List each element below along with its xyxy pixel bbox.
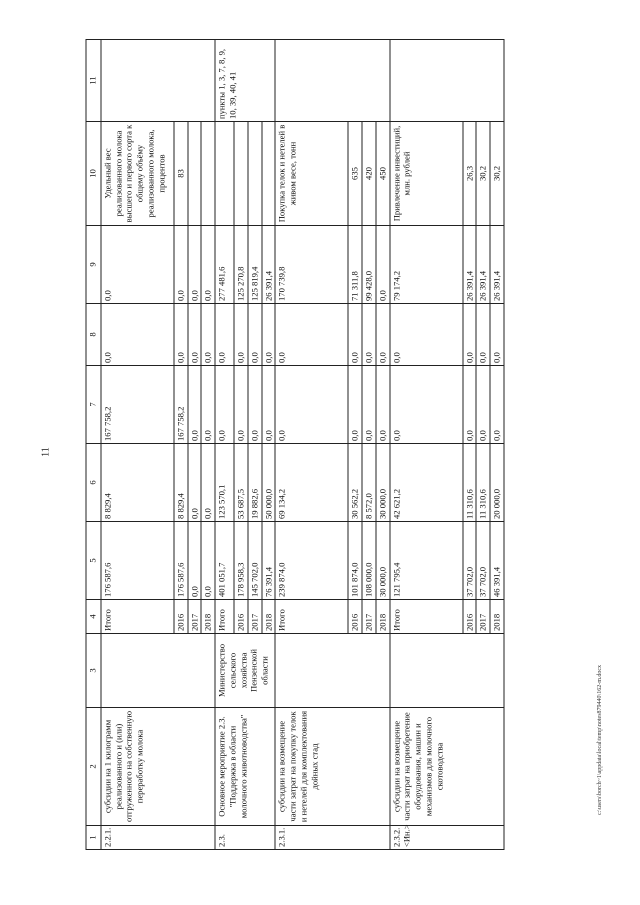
value-extra: 0,0	[201, 226, 215, 304]
value-extra: 26 391,4	[476, 226, 490, 304]
year-cell: 2017	[188, 600, 202, 634]
executor: Министерство сельского хозяйства Пензенской области	[215, 634, 275, 708]
year-cell: Итого	[101, 600, 174, 634]
value-extra: 0,0	[188, 226, 202, 304]
executor	[275, 634, 389, 708]
header-cell-5: 5	[86, 522, 101, 600]
year-cell: Итого	[215, 600, 234, 634]
header-cell-10: 10	[86, 122, 101, 226]
value-total: 0,0	[201, 522, 215, 600]
value-extra: 170 739,8	[275, 226, 348, 304]
indicator-value: 420	[362, 122, 376, 226]
note: пункты 1, 3, 7, 8, 9, 10, 39, 40, 41	[215, 40, 275, 122]
value-extra: 79 174,2	[390, 226, 463, 304]
value-total: 101 874,0	[348, 522, 362, 600]
year-cell: 2018	[201, 600, 215, 634]
value-local: 0,0	[201, 304, 215, 366]
value-local: 0,0	[174, 304, 188, 366]
year-cell: 2017	[248, 600, 262, 634]
year-cell: Итого	[390, 600, 463, 634]
indicator-name: Покупка телок и нетелей в живом весе, тонн	[275, 122, 348, 226]
value-total: 46 391,4	[490, 522, 504, 600]
table-row	[101, 40, 174, 850]
year-cell: 2016	[234, 600, 248, 634]
value-local: 0,0	[476, 304, 490, 366]
executor	[101, 634, 215, 708]
value-total: 178 958,3	[234, 522, 248, 600]
indicator-value: 83	[174, 122, 188, 226]
note	[390, 40, 504, 122]
value-federal: 0,0	[262, 366, 276, 444]
value-federal: 0,0	[476, 366, 490, 444]
value-local: 0,0	[101, 304, 174, 366]
value-regional: 11 310,6	[476, 444, 490, 522]
executor	[390, 634, 504, 708]
indicator-value: 635	[348, 122, 362, 226]
rotated-table-container	[86, 40, 611, 850]
value-local: 0,0	[390, 304, 463, 366]
table-row	[275, 40, 348, 850]
value-extra: 26 391,4	[262, 226, 276, 304]
value-federal: 167 758,2	[101, 366, 174, 444]
value-federal: 0,0	[463, 366, 477, 444]
value-federal: 0,0	[201, 366, 215, 444]
value-total: 37 702,0	[476, 522, 490, 600]
value-federal: 0,0	[275, 366, 348, 444]
indicator-name: Привлечение инвестиций, млн. рублей	[390, 122, 463, 226]
header-cell-9: 9	[86, 226, 101, 304]
year-cell: 2018	[490, 600, 504, 634]
value-federal: 0,0	[348, 366, 362, 444]
value-local: 0,0	[248, 304, 262, 366]
value-total: 401 051,7	[215, 522, 234, 600]
value-extra: 0,0	[101, 226, 174, 304]
value-local: 0,0	[275, 304, 348, 366]
value-total: 0,0	[188, 522, 202, 600]
indicator-value: 26,3	[463, 122, 477, 226]
value-regional: 69 134,2	[275, 444, 348, 522]
year-cell: 2017	[362, 600, 376, 634]
value-local: 0,0	[262, 304, 276, 366]
year-cell: 2016	[174, 600, 188, 634]
header-cell-6: 6	[86, 444, 101, 522]
footer-file-path: c:\users\borch~1\appdata\local\temp\notes879440\162-m.docx	[597, 664, 603, 816]
value-local: 0,0	[188, 304, 202, 366]
note	[275, 40, 389, 122]
note	[101, 40, 215, 122]
value-federal: 0,0	[390, 366, 463, 444]
header-cell-11: 11	[86, 40, 101, 122]
value-total: 30 000,0	[376, 522, 390, 600]
value-federal: 167 758,2	[174, 366, 188, 444]
year-cell: 2016	[463, 600, 477, 634]
year-cell: 2016	[348, 600, 362, 634]
value-extra: 0,0	[376, 226, 390, 304]
indicator-value	[262, 122, 276, 226]
value-federal: 0,0	[188, 366, 202, 444]
value-extra: 125 270,8	[234, 226, 248, 304]
indicator-value	[215, 122, 234, 226]
value-federal: 0,0	[490, 366, 504, 444]
value-regional: 0,0	[201, 444, 215, 522]
table-row	[390, 40, 463, 850]
program-table	[86, 39, 505, 850]
year-cell: Итого	[275, 600, 348, 634]
header-cell-7: 7	[86, 366, 101, 444]
value-local: 0,0	[348, 304, 362, 366]
value-regional: 42 621,2	[390, 444, 463, 522]
row-number: 2.3.1.	[275, 826, 389, 850]
measure-name: субсидии на 1 килограмм реализованного и (или) отгруженного на собственную переработку молока	[101, 708, 215, 826]
value-extra: 125 819,4	[248, 226, 262, 304]
measure-name: субсидии на возмещение части затрат на покупку телок и нетелей для комплектования дойных стад	[275, 708, 389, 826]
value-total: 176 587,6	[174, 522, 188, 600]
value-local: 0,0	[376, 304, 390, 366]
value-total: 176 587,6	[101, 522, 174, 600]
header-cell-1: 1	[86, 826, 101, 850]
value-extra: 26 391,4	[463, 226, 477, 304]
value-total: 37 702,0	[463, 522, 477, 600]
value-extra: 99 428,0	[362, 226, 376, 304]
value-extra: 71 311,8	[348, 226, 362, 304]
header-cell-3: 3	[86, 634, 101, 708]
value-federal: 0,0	[215, 366, 234, 444]
indicator-value	[188, 122, 202, 226]
header-cell-2: 2	[86, 708, 101, 826]
value-regional: 30 562,2	[348, 444, 362, 522]
value-regional: 53 687,5	[234, 444, 248, 522]
row-number: 2.2.1.	[101, 826, 215, 850]
value-regional: 20 000,0	[490, 444, 504, 522]
year-cell: 2018	[262, 600, 276, 634]
indicator-value: 450	[376, 122, 390, 226]
value-regional: 8 829,4	[101, 444, 174, 522]
value-total: 239 874,0	[275, 522, 348, 600]
row-number: 2.3.2. <Ин.>	[390, 826, 504, 850]
value-local: 0,0	[234, 304, 248, 366]
year-cell: 2017	[476, 600, 490, 634]
value-regional: 123 570,1	[215, 444, 234, 522]
value-regional: 19 882,6	[248, 444, 262, 522]
value-extra: 26 391,4	[490, 226, 504, 304]
indicator-name: Удельный вес реализованного молока высшего и первого сорта к общему объёму реализованного молока, процентов	[101, 122, 174, 226]
value-local: 0,0	[215, 304, 234, 366]
value-total: 108 000,0	[362, 522, 376, 600]
page-number: 11	[40, 447, 52, 457]
indicator-value: 30,2	[476, 122, 490, 226]
value-federal: 0,0	[362, 366, 376, 444]
value-regional: 30 000,0	[376, 444, 390, 522]
indicator-value	[201, 122, 215, 226]
value-local: 0,0	[362, 304, 376, 366]
value-regional: 0,0	[188, 444, 202, 522]
value-extra: 0,0	[174, 226, 188, 304]
value-local: 0,0	[490, 304, 504, 366]
table-row	[215, 40, 234, 850]
value-regional: 50 000,0	[262, 444, 276, 522]
measure-name: Основное мероприятие 2.3. "Поддержка в области молочного животноводства"	[215, 708, 275, 826]
header-row	[86, 40, 101, 850]
header-cell-8: 8	[86, 304, 101, 366]
indicator-value	[234, 122, 248, 226]
value-total: 76 391,4	[262, 522, 276, 600]
value-regional: 8 829,4	[174, 444, 188, 522]
value-total: 121 795,4	[390, 522, 463, 600]
indicator-value	[248, 122, 262, 226]
row-number: 2.3.	[215, 826, 275, 850]
value-total: 145 702,0	[248, 522, 262, 600]
measure-name: субсидии на возмещение части затрат на приобретение оборудования, машин и механизмов для молочного скотоводства	[390, 708, 504, 826]
value-regional: 11 310,6	[463, 444, 477, 522]
value-local: 0,0	[463, 304, 477, 366]
indicator-value: 30,2	[490, 122, 504, 226]
year-cell: 2018	[376, 600, 390, 634]
value-federal: 0,0	[376, 366, 390, 444]
value-federal: 0,0	[248, 366, 262, 444]
value-regional: 8 572,0	[362, 444, 376, 522]
value-extra: 277 481,6	[215, 226, 234, 304]
value-federal: 0,0	[234, 366, 248, 444]
header-cell-4: 4	[86, 600, 101, 634]
